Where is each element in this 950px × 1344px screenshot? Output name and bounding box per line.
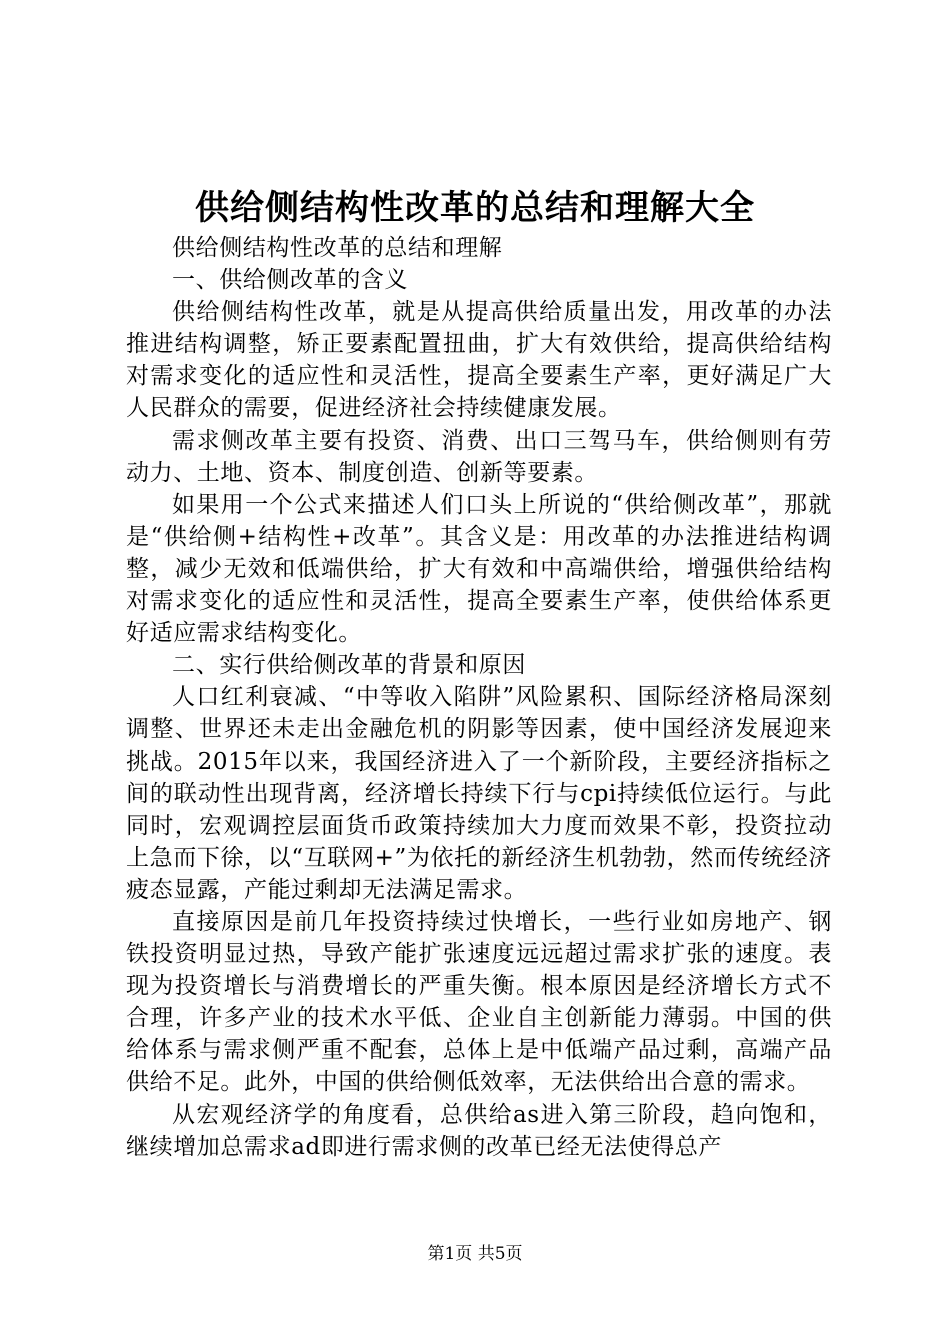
body-paragraph: 直接原因是前几年投资持续过快增长，一些行业如房地产、钢铁投资明显过热，导致产能扩张速度远远超过需求扩张的速度。表现为投资增长与消费增长的严重失衡。根本原因是经济增长方式不合理，许多产业的技术水平低、企业自主创新能力薄弱。中国的供给体系与需求侧严重不配套，总体上是中低端产品过剩，高端产品供给不足。此外，中国的供给侧低效率，无法供给出合意的需求。 (126, 908, 832, 1096)
body-paragraph: 如果用一个公式来描述人们口头上所说的“供给侧改革”，那就是“供给侧+结构性+改革”。其含义是：用改革的办法推进结构调整，减少无效和低端供给，扩大有效和中高端供给，增强供给结构对需求变化的适应性和灵活性，提高全要素生产率，使供给体系更好适应需求结构变化。 (126, 491, 832, 647)
document-body (126, 232, 832, 1163)
subtitle-paragraph: 供给侧结构性改革的总结和理解 (172, 235, 503, 261)
document-title: 供给侧结构性改革的总结和理解大全 (195, 188, 755, 228)
page-footer (0, 1242, 950, 1266)
body-paragraph: 人口红利衰减、“中等收入陷阱”风险累积、国际经济格局深刻调整、世界还未走出金融危机的阴影等因素，使中国经济发展迎来挑战。2015年以来，我国经济进入了一个新阶段，主要经济指标之间的联动性出现背离，经济增长持续下行与cpi持续低位运行。与此同时，宏观调控层面货币政策持续加大力度而效果不彰，投资拉动上急而下徐，以“互联网+”为依托的新经济生机勃勃，然而传统经济疲态显露，产能过剩却无法满足需求。 (126, 684, 832, 903)
body-paragraph: 供给侧结构性改革，就是从提高供给质量出发，用改革的办法推进结构调整，矫正要素配置扭曲，扩大有效供给，提高供给结构对需求变化的适应性和灵活性，提高全要素生产率，更好满足广大人民群众的需要，促进经济社会持续健康发展。 (126, 299, 832, 422)
page-number-indicator: 第1页 共5页 (427, 1244, 523, 1264)
section-heading-1: 一、供给侧改革的含义 (172, 267, 408, 294)
body-paragraph: 从宏观经济学的角度看，总供给as进入第三阶段，趋向饱和，继续增加总需求ad即进行需求侧的改革已经无法使得总产 (126, 1101, 832, 1160)
body-paragraph: 需求侧改革主要有投资、消费、出口三驾马车，供给侧则有劳动力、土地、资本、制度创造、创新等要素。 (126, 427, 832, 486)
section-heading-2: 二、实行供给侧改革的背景和原因 (172, 652, 526, 679)
